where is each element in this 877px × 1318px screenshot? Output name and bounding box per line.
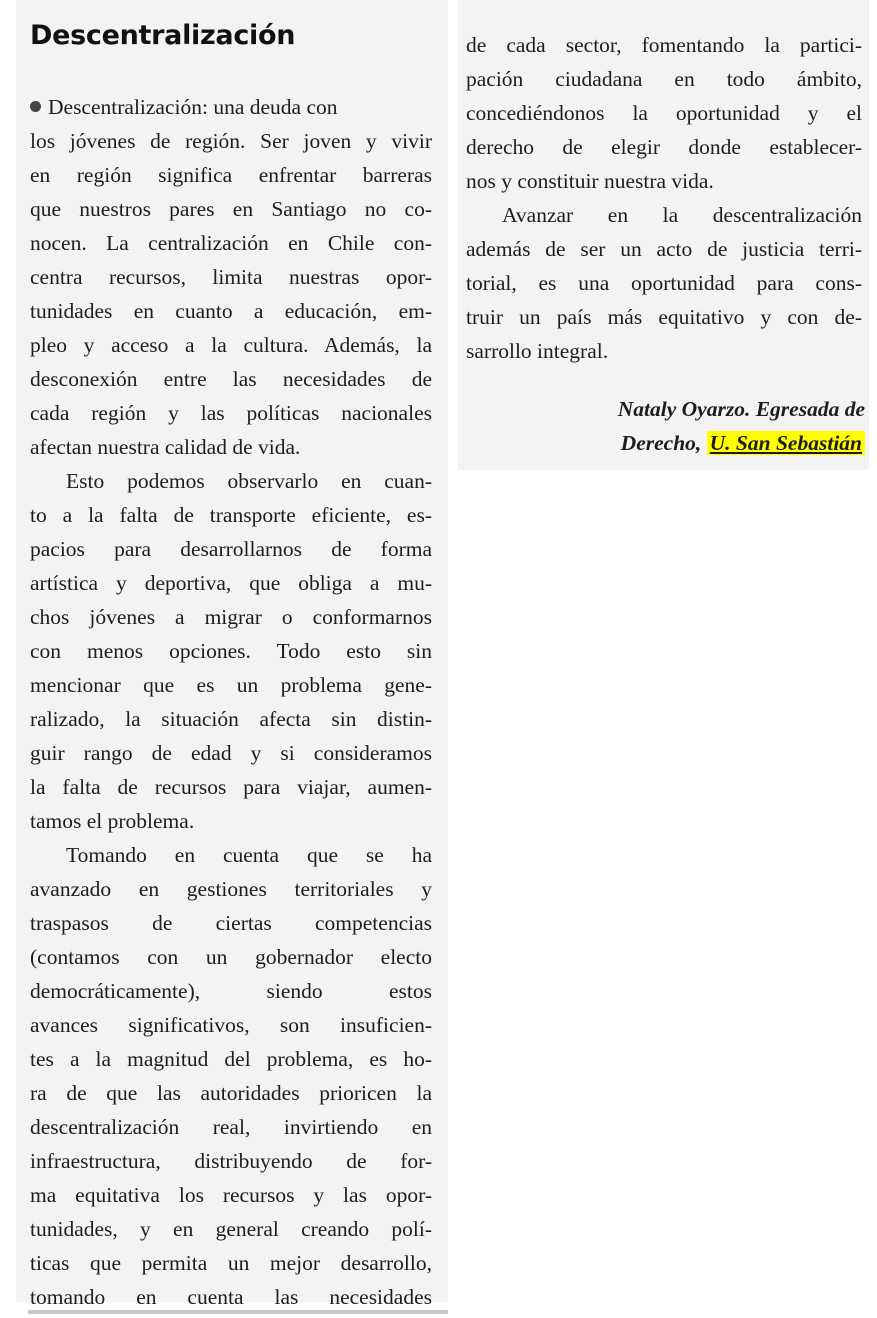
text-line: con menos opciones. Todo esto sin <box>30 639 432 663</box>
text-line: sarrollo integral. <box>466 339 609 363</box>
text-line: infraestructura, distribuyendo de for- <box>30 1149 432 1173</box>
text-line: avances significativos, son insuficien- <box>30 1013 432 1037</box>
text-line: pleo y acceso a la cultura. Además, la <box>30 333 432 357</box>
text-line: tunidades, y en general creando polí- <box>30 1217 432 1241</box>
text-line: torial, es una oportunidad para cons- <box>466 271 862 295</box>
text-line: nocen. La centralización en Chile con- <box>30 231 432 255</box>
text-line: (contamos con un gobernador electo <box>30 945 432 969</box>
text-line: to a la falta de transporte eficiente, es- <box>30 503 432 527</box>
text-line: que nuestros pares en Santiago no co- <box>30 197 432 221</box>
text-line: pacios para desarrollarnos de forma <box>30 537 432 561</box>
text-line: truir un país más equitativo y con de- <box>466 305 862 329</box>
text-line: nos y constituir nuestra vida. <box>466 169 714 193</box>
text-line: cada región y las políticas nacionales <box>30 401 432 425</box>
text-line: de cada sector, fomentando la partici- <box>466 33 862 57</box>
text-line: mencionar que es un problema gene- <box>30 673 432 697</box>
text-line: tamos el problema. <box>30 809 195 833</box>
text-line: Esto podemos observarlo en cuan- <box>66 469 432 493</box>
text-line: afectan nuestra calidad de vida. <box>30 435 301 459</box>
text-line: tomando en cuenta las necesidades <box>30 1285 432 1309</box>
text-line: chos jóvenes a migrar o conformarnos <box>30 605 432 629</box>
text-line: traspasos de ciertas competencias <box>30 911 432 935</box>
text-line: ticas que permita un mejor desarrollo, <box>30 1251 432 1275</box>
right-column-text <box>466 28 862 368</box>
text-line: ra de que las autoridades prioricen la <box>30 1081 432 1105</box>
text-line: artística y deportiva, que obliga a mu- <box>30 571 432 595</box>
text-line: ma equitativa los recursos y las opor- <box>30 1183 432 1207</box>
text-line: concediéndonos la oportunidad y el <box>466 101 862 125</box>
author-signature <box>618 392 865 460</box>
bullet-icon <box>30 101 41 112</box>
text-line: centra recursos, limita nuestras opor- <box>30 265 432 289</box>
text-line: pación ciudadana en todo ámbito, <box>466 67 862 91</box>
text-line: derecho de elegir donde establecer- <box>466 135 862 159</box>
signature-line-1: Nataly Oyarzo. Egresada de <box>617 397 865 421</box>
bottom-divider <box>28 1310 448 1314</box>
article-heading: Descentralización <box>30 20 296 51</box>
text-line-content: Descentralización: una deuda con <box>48 95 338 119</box>
text-line: tes a la magnitud del problema, es ho- <box>30 1047 432 1071</box>
text-line <box>30 90 432 124</box>
text-line: guir rango de edad y si consideramos <box>30 741 432 765</box>
text-line: tunidades en cuanto a educación, em- <box>30 299 432 323</box>
text-line: además de ser un acto de justicia terri- <box>466 237 862 261</box>
text-line: descentralización real, invirtiendo en <box>30 1115 432 1139</box>
left-column-text <box>30 90 432 1314</box>
text-line: en región significa enfrentar barreras <box>30 163 432 187</box>
text-line: Tomando en cuenta que se ha <box>66 843 432 867</box>
text-line: los jóvenes de región. Ser joven y vivir <box>30 129 432 153</box>
text-line: democráticamente), siendo estos <box>30 979 432 1003</box>
affiliation-link[interactable]: U. San Sebastián <box>707 431 865 455</box>
text-line: la falta de recursos para viajar, aumen- <box>30 775 432 799</box>
text-line: desconexión entre las necesidades de <box>30 367 432 391</box>
text-line: avanzado en gestiones territoriales y <box>30 877 432 901</box>
text-line: ralizado, la situación afecta sin distin- <box>30 707 432 731</box>
signature-line-2 <box>618 426 865 460</box>
text-line: Avanzar en la descentralización <box>502 203 862 227</box>
signature-prefix: Derecho, <box>620 431 702 455</box>
